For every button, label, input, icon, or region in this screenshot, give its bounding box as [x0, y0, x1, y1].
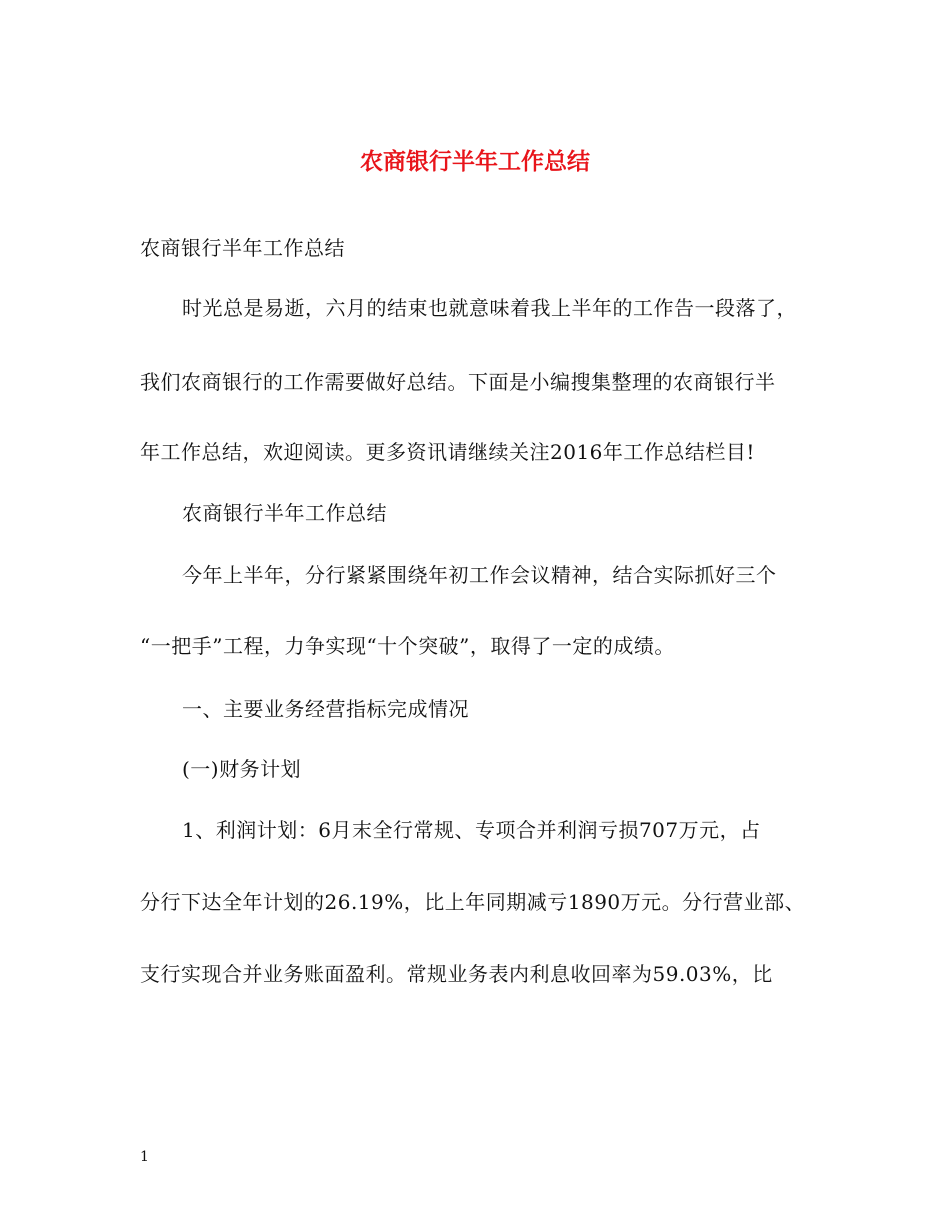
document-subtitle: 农商银行半年工作总结 [140, 236, 345, 260]
paragraph-line: 今年上半年，分行紧紧围绕年初工作会议精神，结合实际抓好三个 [182, 563, 777, 587]
document-title: 农商银行半年工作总结 [360, 148, 590, 175]
paragraph-line: 时光总是易逝，六月的结束也就意味着我上半年的工作告一段落了， [182, 296, 797, 320]
paragraph-line: “一把手”工程，力争实现“十个突破”，取得了一定的成绩。 [140, 634, 675, 658]
paragraph-line: 年工作总结，欢迎阅读。更多资讯请继续关注2016年工作总结栏目! [140, 440, 755, 464]
paragraph-line: 支行实现合并业务账面盈利。常规业务表内利息收回率为59.03%，比 [140, 962, 773, 986]
paragraph-line: 分行下达全年计划的26.19%，比上年同期减亏1890万元。分行营业部、 [140, 890, 806, 914]
subsection-heading: (一)财务计划 [182, 757, 302, 781]
page-number: 1 [140, 1149, 149, 1165]
paragraph-line: 我们农商银行的工作需要做好总结。下面是小编搜集整理的农商银行半 [140, 370, 776, 394]
section-heading: 一、主要业务经营指标完成情况 [182, 697, 469, 721]
paragraph-line: 1、利润计划：6月末全行常规、专项合并利润亏损707万元，占 [182, 818, 761, 842]
section-heading: 农商银行半年工作总结 [182, 501, 387, 525]
